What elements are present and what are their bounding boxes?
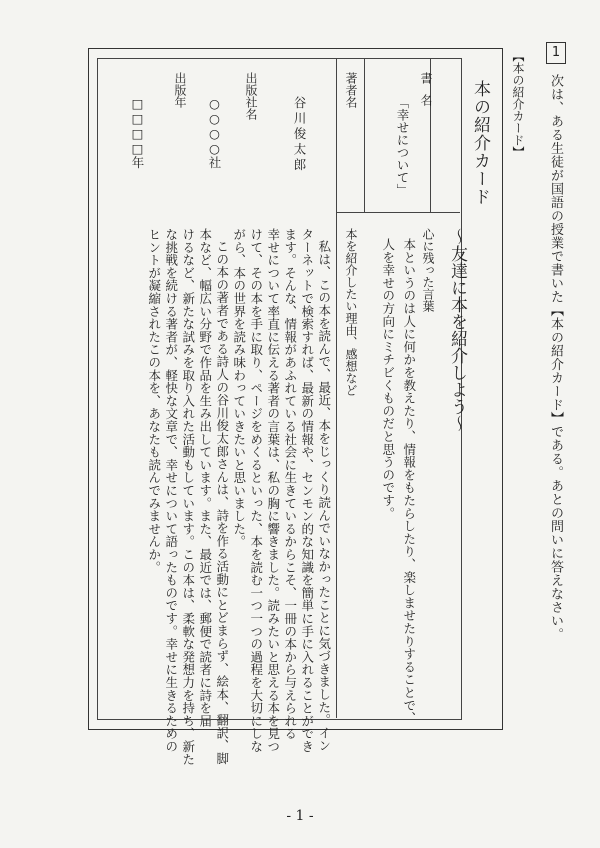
reason-line: 私は、この本を読んで、最近、本をじっくり読んでいなかったことに気づきました。イン — [316, 240, 332, 752]
memorable-quote-line-2: 人を幸せの方向にミチビくものだと思うのです。 — [380, 238, 396, 520]
memorable-quote-label: 心に残った言葉 — [421, 228, 435, 312]
reason-line: けて、その本を手に取り、ページをめくるといった、本を読む一つ一つの過程を大切にしな — [248, 228, 264, 753]
reason-line: 本など、幅広い分野で作品を生み出しています。また、最近では、郵便で読者に詩を届 — [197, 228, 213, 728]
reason-line: 幸せについて率直に伝える著者の言葉は、私の胸に響きました。読みたいと思える本を見つ — [265, 228, 281, 753]
reason-line: この本の著者である詩人の谷川俊太郎さんは、詩を作る活動にとどまらず、絵本、翻訳、脚 — [214, 240, 230, 765]
question-number: 1 — [546, 42, 566, 64]
info-col-divider-2 — [364, 58, 365, 212]
year-label: 出版年 — [173, 72, 187, 108]
reason-line: ます。そんな、情報があふれている社会に生きているからこそ、一冊の本から与えられる — [282, 228, 298, 740]
card-label: 【本の紹介カード】 — [511, 50, 525, 158]
card-subtitle: 〜友達に本を紹介しよう〜 — [447, 228, 467, 432]
reason-line: ターネットで検索すれば、最新の情報や、センモン的な知識を簡単に手に入れることができ — [299, 228, 315, 753]
reason-line: な挑戦を続ける著者が、軽快な文章で、幸せについて語ったものです。幸せに生きるための — [163, 228, 179, 753]
card-title: 本の紹介カード — [470, 80, 490, 206]
question-instruction: 次は、ある生徒が国語の授業で書いた【本の紹介カード】である。あとの問いに答えなさい。 — [548, 74, 563, 641]
info-row-divider — [336, 212, 460, 213]
book-title: 「幸せについて」 — [395, 96, 410, 196]
page-number: - 1 - — [286, 808, 314, 824]
publisher-name: ○○○○社 — [207, 96, 222, 169]
author-name: 谷川俊太郎 — [292, 96, 307, 174]
memorable-quote-line-1: 本というのは人に何かを教えたり、情報をもたらしたり、楽しませたりすることで、 — [401, 238, 417, 725]
reason-label: 本を紹介したい理由、感想など — [344, 228, 358, 396]
publisher-label: 出版社名 — [244, 72, 258, 120]
reason-line: けるなど、新たな試みを取り入れた活動もしています。この本は、柔軟な発想力を持ち、新た — [180, 228, 196, 766]
reason-line: がら、本の世界を読み味わっていきたいと思いました。 — [231, 228, 247, 548]
section-divider — [336, 58, 337, 718]
publication-year: □□□□年 — [130, 96, 145, 169]
book-label: 書名 — [419, 72, 433, 116]
reason-line: ヒントが凝縮されたこの本を、あなたも読んでみませんか。 — [146, 228, 162, 574]
author-label: 著者名 — [344, 72, 358, 108]
